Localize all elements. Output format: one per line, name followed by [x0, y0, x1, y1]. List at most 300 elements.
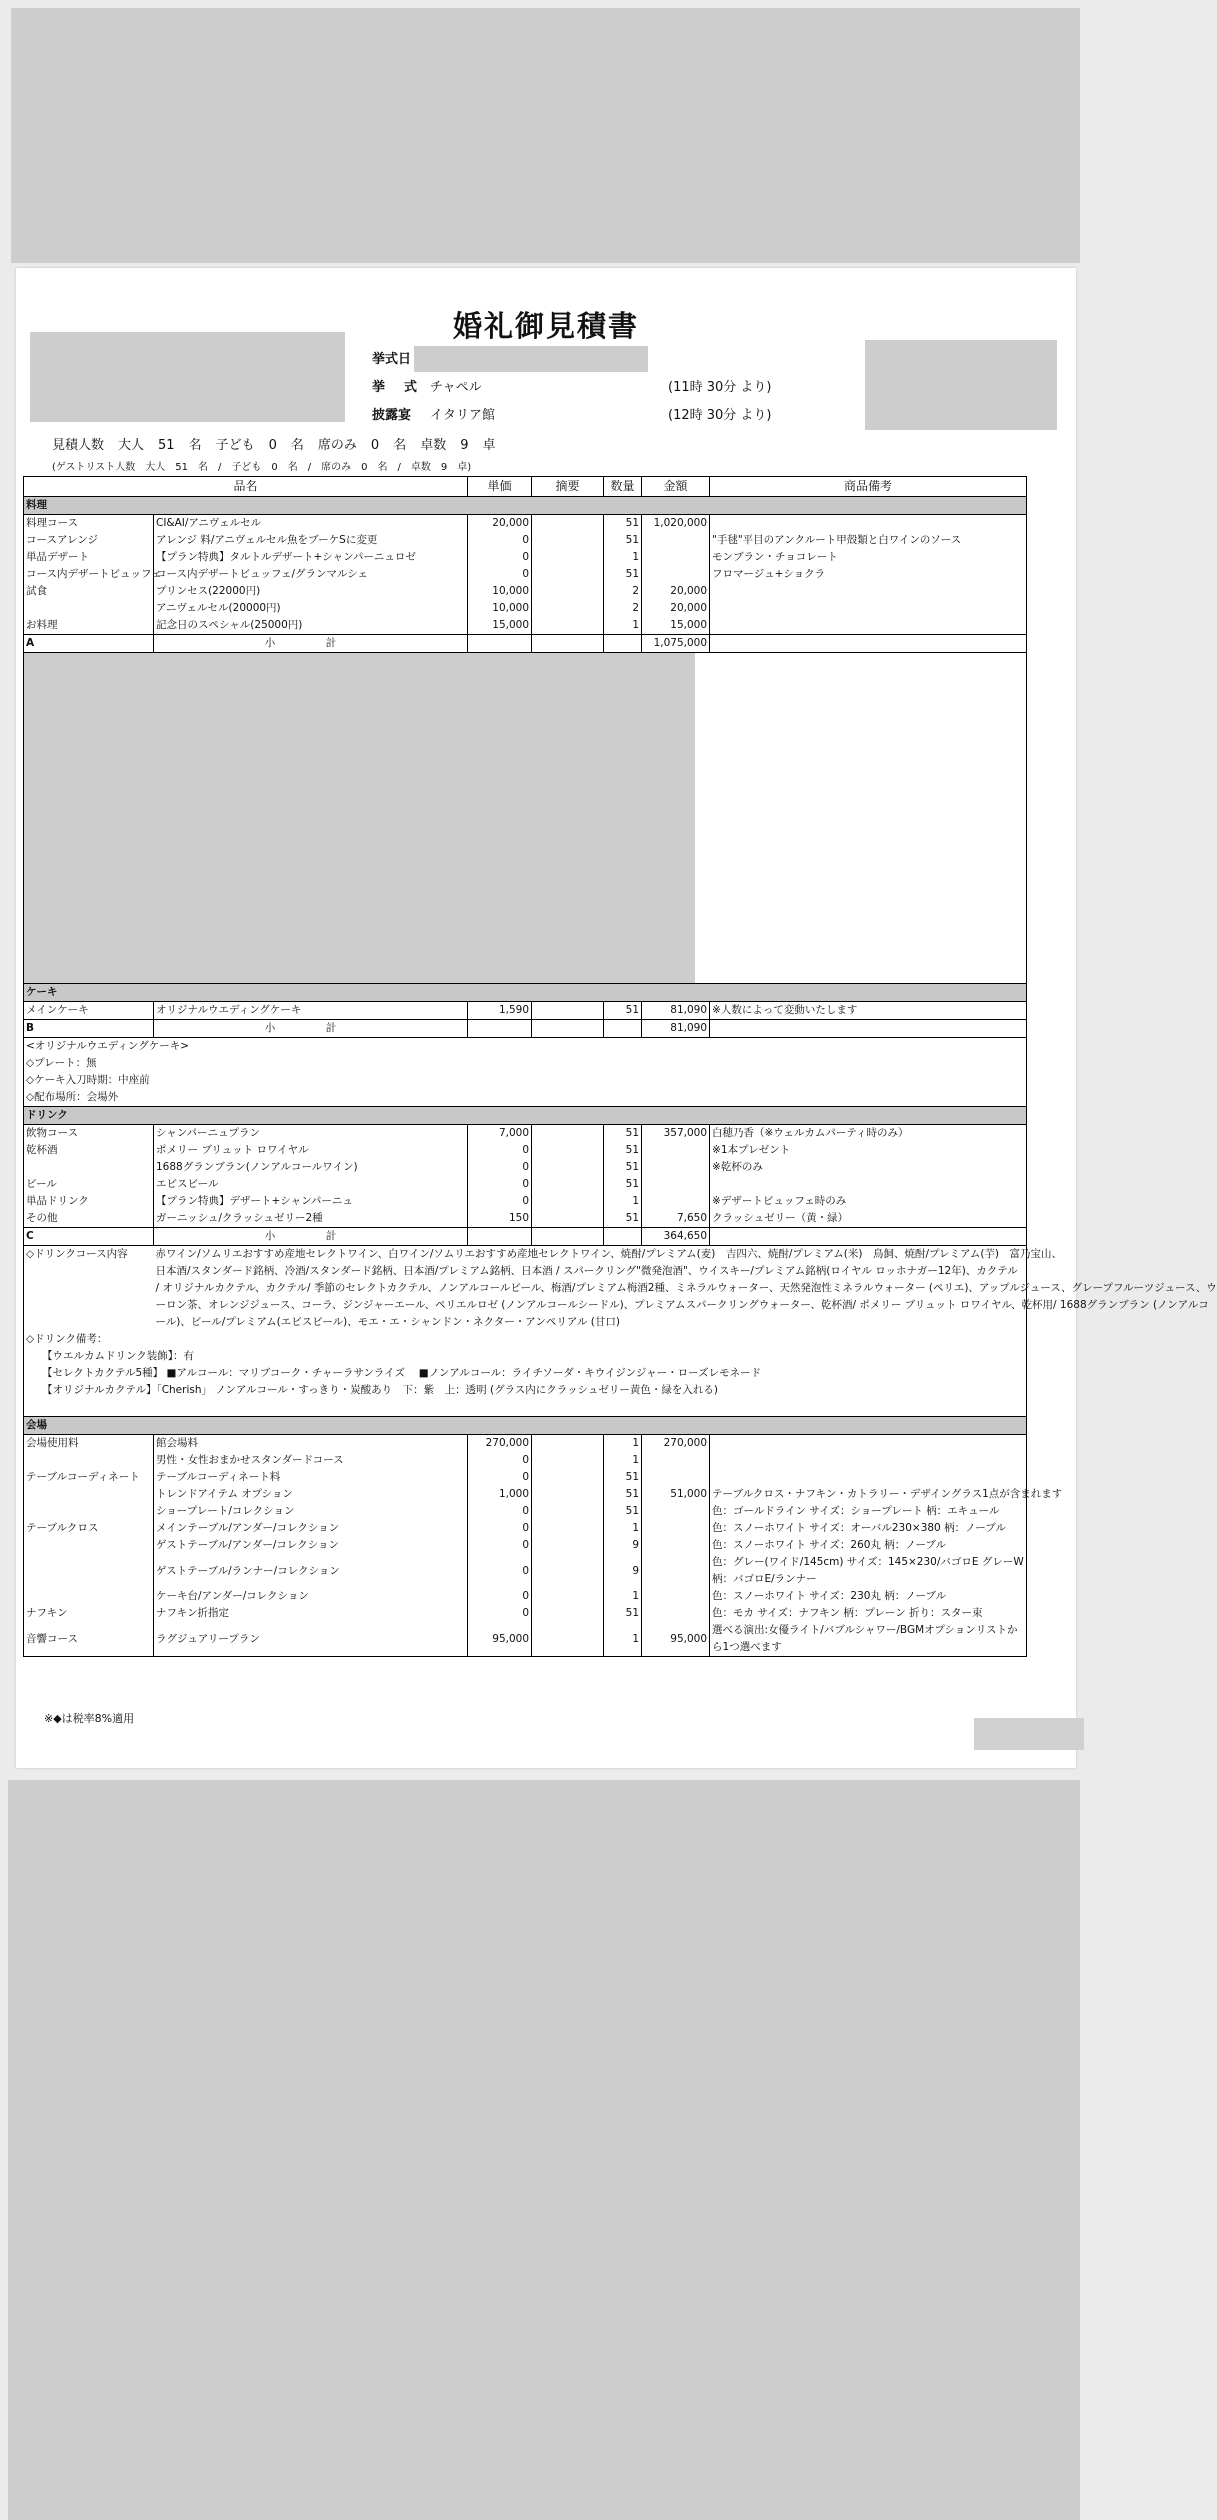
row-category — [24, 1486, 154, 1503]
row-product-note: 色：スノーホワイト サイズ：オーバル230×380 柄：ノーブル — [710, 1520, 1027, 1537]
row-remarks — [532, 549, 604, 566]
row-category: メインケーキ — [24, 1002, 154, 1020]
row-remarks — [532, 1125, 604, 1143]
row-unit-price: 0 — [468, 549, 532, 566]
row-amount — [642, 1159, 710, 1176]
estimate-table — [23, 476, 1217, 1657]
redacted-image-cell — [24, 653, 1027, 984]
row-quantity: 1 — [604, 1452, 642, 1469]
row-category: 単品デザート — [24, 549, 154, 566]
column-header: 金額 — [642, 477, 710, 497]
row-quantity: 51 — [604, 1125, 642, 1143]
table-row — [24, 1520, 1027, 1537]
row-category — [24, 1503, 154, 1520]
row-unit-price: 0 — [468, 1142, 532, 1159]
drink-detail-row — [24, 1263, 1027, 1280]
row-amount — [642, 1469, 710, 1486]
drink-note-row — [24, 1365, 1027, 1382]
row-category: ナフキン — [24, 1605, 154, 1622]
row-category — [24, 600, 154, 617]
row-amount — [642, 1142, 710, 1159]
row-item: シャンパーニュプラン — [154, 1125, 468, 1143]
row-quantity: 51 — [604, 1486, 642, 1503]
row-amount — [642, 1605, 710, 1622]
row-product-note: フロマージュ+ショクラ — [710, 566, 1027, 583]
table-row — [24, 1503, 1027, 1520]
row-category: その他 — [24, 1210, 154, 1228]
spacer-row — [24, 1399, 1027, 1417]
redacted-footer-area — [8, 1780, 1080, 2520]
row-quantity: 1 — [604, 1520, 642, 1537]
row-product-note: 色：スノーホワイト サイズ：230丸 柄：ノーブル — [710, 1588, 1027, 1605]
row-item: ポメリー ブリュット ロワイヤル — [154, 1142, 468, 1159]
redacted-image-row — [24, 653, 1027, 984]
row-product-note: "手毬"平目のアンクルート甲殻類と白ワインのソース — [710, 532, 1027, 549]
cake-note: ◇ケーキ入刀時期：中座前 — [24, 1072, 1027, 1089]
subtotal-code: A — [24, 635, 154, 653]
cake-note: ◇配布場所：会場外 — [24, 1089, 1027, 1107]
row-category — [24, 1554, 154, 1588]
section-title: ドリンク — [24, 1107, 1027, 1125]
drink-note: 【オリジナルカクテル】「Cherish」 ノンアルコール・すっきり・炭酸あり 下：紫 上：透明 (グラス内にクラッシュゼリー黄色・緑を入れる) — [24, 1382, 1027, 1399]
row-unit-price: 0 — [468, 1469, 532, 1486]
table-row — [24, 1622, 1027, 1657]
row-item: アニヴェルセル(20000円) — [154, 600, 468, 617]
row-unit-price: 7,000 — [468, 1125, 532, 1143]
subtotal-blank — [710, 1228, 1027, 1246]
row-item: エビスビール — [154, 1176, 468, 1193]
drink-detail-line: 日本酒/スタンダード銘柄、冷酒/スタンダード銘柄、日本酒/プレミアム銘柄、日本酒 / スパークリング"微発泡酒"、ウイスキー/プレミアム銘柄(ロイヤル ロッホナガー12年)、カクテル — [154, 1263, 1027, 1280]
row-product-note — [710, 617, 1027, 635]
row-item: ガーニッシュ/クラッシュゼリー2種 — [154, 1210, 468, 1228]
row-quantity: 9 — [604, 1537, 642, 1554]
row-item: プリンセス(22000円) — [154, 583, 468, 600]
row-unit-price: 0 — [468, 1605, 532, 1622]
row-amount: 15,000 — [642, 617, 710, 635]
drink-detail-line: / オリジナルカクテル、カクテル/ 季節のセレクトカクテル、ノンアルコールビール、梅酒/プレミアム梅酒2種、ミネラルウォーター、天然発泡性ミネラルウォーター (ペリエ)、アップルジュース、グレープフルーツジュース、ウ — [154, 1280, 1027, 1297]
row-unit-price: 15,000 — [468, 617, 532, 635]
row-category: 試食 — [24, 583, 154, 600]
guest-count-part: 名 — [188, 438, 202, 453]
row-item: オリジナルウエディングケーキ — [154, 1002, 468, 1020]
row-product-note: ※デザートビュッフェ時のみ — [710, 1193, 1027, 1210]
subtotal-blank — [532, 1020, 604, 1038]
row-remarks — [532, 566, 604, 583]
drink-note: 【ウエルカムドリンク装飾】：有 — [24, 1348, 1027, 1365]
row-unit-price: 0 — [468, 1452, 532, 1469]
row-unit-price: 0 — [468, 1537, 532, 1554]
row-remarks — [532, 1605, 604, 1622]
row-unit-price: 0 — [468, 1554, 532, 1588]
subtotal-blank — [468, 1020, 532, 1038]
row-remarks — [532, 1159, 604, 1176]
drink-detail-row — [24, 1280, 1027, 1297]
row-amount: 81,090 — [642, 1002, 710, 1020]
subtotal-blank — [710, 1020, 1027, 1038]
cake-note-row — [24, 1055, 1027, 1072]
row-category: 乾杯酒 — [24, 1142, 154, 1159]
table-row — [24, 617, 1027, 635]
row-remarks — [532, 515, 604, 533]
row-item: 【プラン特典】タルトルデザート+シャンパーニュロゼ — [154, 549, 468, 566]
row-amount: 95,000 — [642, 1622, 710, 1657]
drink-detail-spacer — [24, 1314, 154, 1331]
row-quantity: 51 — [604, 1002, 642, 1020]
row-amount: 51,000 — [642, 1486, 710, 1503]
drink-detail-spacer — [24, 1263, 154, 1280]
drink-note: 【セレクトカクテル5種】 ■アルコール：マリブコーク・チャーラサンライズ ■ノンアルコール：ライチソーダ・キウイジンジャー・ローズレモネード — [24, 1365, 1027, 1382]
row-category: 音響コース — [24, 1622, 154, 1657]
row-quantity: 1 — [604, 1622, 642, 1657]
row-product-note: クラッシュゼリー（黄・緑） — [710, 1210, 1027, 1228]
guest-list-line: (ゲストリスト人数 大人 51 名 / 子ども 0 名 / 席のみ 0 名 / 卓数 9 卓) — [52, 462, 472, 473]
reception-venue: イタリア館 — [430, 408, 496, 423]
subtotal-blank — [710, 635, 1027, 653]
redacted-venue-logo — [865, 340, 1057, 430]
table-row — [24, 1486, 1027, 1503]
drink-detail-label: ◇ドリンクコース内容 — [24, 1246, 154, 1264]
row-category: 会場使用料 — [24, 1435, 154, 1453]
row-amount — [642, 1588, 710, 1605]
row-remarks — [532, 600, 604, 617]
drink-detail-row — [24, 1246, 1027, 1264]
guest-count-part: 名 — [393, 438, 407, 453]
drink-note-label-row — [24, 1331, 1027, 1348]
row-item: アレンジ 料/アニヴェルセル魚をブーケSに変更 — [154, 532, 468, 549]
row-remarks — [532, 1554, 604, 1588]
table-row — [24, 600, 1027, 617]
table-row — [24, 1605, 1027, 1622]
row-unit-price: 10,000 — [468, 583, 532, 600]
row-item: 【プラン特典】デザート+シャンパーニュ — [154, 1193, 468, 1210]
row-category: コース内デザートビュッフェ — [24, 566, 154, 583]
row-product-note: 色：ゴールドライン サイズ：ショープレート 柄：エキュール — [710, 1503, 1027, 1520]
table-row — [24, 1537, 1027, 1554]
row-unit-price: 0 — [468, 1193, 532, 1210]
row-item: CI&AI/アニヴェルセル — [154, 515, 468, 533]
row-remarks — [532, 617, 604, 635]
date-label: 挙式日 — [372, 352, 412, 367]
subtotal-row — [24, 635, 1027, 653]
guest-count-line — [52, 434, 510, 453]
row-remarks — [532, 1210, 604, 1228]
subtotal-blank — [604, 635, 642, 653]
column-header: 商品備考 — [710, 477, 1027, 497]
row-product-note: モンブラン・チョコレート — [710, 549, 1027, 566]
row-amount — [642, 1503, 710, 1520]
table-row — [24, 1452, 1027, 1469]
redacted-footer-stamp — [974, 1718, 1084, 1750]
row-item: メインテーブル/アンダー/コレクション — [154, 1520, 468, 1537]
cake-note: <オリジナルウエディングケーキ> — [24, 1038, 1027, 1056]
row-product-note: テーブルクロス・ナフキン・カトラリー・デザイングラス1点が含まれます — [710, 1486, 1027, 1503]
redacted-image — [24, 653, 695, 983]
row-quantity: 1 — [604, 1193, 642, 1210]
row-item: ラグジュアリープラン — [154, 1622, 468, 1657]
row-amount — [642, 1520, 710, 1537]
row-item: 1688グランブラン(ノンアルコールワイン) — [154, 1159, 468, 1176]
row-item: ゲストテーブル/アンダー/コレクション — [154, 1537, 468, 1554]
row-amount: 1,020,000 — [642, 515, 710, 533]
row-remarks — [532, 1469, 604, 1486]
section-title: 会場 — [24, 1417, 1027, 1435]
row-quantity: 2 — [604, 583, 642, 600]
subtotal-row — [24, 1020, 1027, 1038]
subtotal-label: 小 計 — [154, 1020, 468, 1038]
redacted-couple-name — [30, 332, 345, 422]
guest-count-part: 51 — [158, 438, 175, 453]
drink-detail-spacer — [24, 1280, 154, 1297]
row-quantity: 1 — [604, 549, 642, 566]
guest-count-part: 大人 — [118, 438, 145, 453]
row-amount — [642, 1537, 710, 1554]
row-category: テーブルコーディネート — [24, 1469, 154, 1486]
row-product-note: 選べる演出:女優ライト/バブルシャワー/BGMオプションリストから1つ選べます — [710, 1622, 1027, 1657]
table-row — [24, 1210, 1027, 1228]
row-amount — [642, 532, 710, 549]
reception-time: (12時 30分 より) — [668, 408, 772, 423]
subtotal-blank — [468, 635, 532, 653]
cake-note-row — [24, 1089, 1027, 1107]
row-unit-price: 0 — [468, 1520, 532, 1537]
row-product-note: 色：モカ サイズ：ナフキン 柄：プレーン 折り：スター束 — [710, 1605, 1027, 1622]
row-unit-price: 0 — [468, 532, 532, 549]
guest-count-part: 見積人数 — [52, 438, 105, 453]
subtotal-blank — [532, 1228, 604, 1246]
row-unit-price: 10,000 — [468, 600, 532, 617]
row-amount: 357,000 — [642, 1125, 710, 1143]
row-amount — [642, 1193, 710, 1210]
row-item: コース内デザートビュッフェ/グランマルシェ — [154, 566, 468, 583]
row-product-note — [710, 583, 1027, 600]
table-row — [24, 1142, 1027, 1159]
row-unit-price: 150 — [468, 1210, 532, 1228]
row-amount: 20,000 — [642, 583, 710, 600]
guest-count-part: 子ども — [215, 438, 255, 453]
guest-count-part: 0 — [370, 438, 380, 453]
drink-detail-row — [24, 1314, 1027, 1331]
table-row — [24, 1159, 1027, 1176]
subtotal-blank — [604, 1228, 642, 1246]
row-category — [24, 1159, 154, 1176]
drink-detail-row — [24, 1297, 1027, 1314]
ceremony-label: 挙 式 — [372, 380, 421, 395]
subtotal-blank — [604, 1020, 642, 1038]
row-amount — [642, 1176, 710, 1193]
section-title: ケーキ — [24, 984, 1027, 1002]
row-product-note — [710, 1176, 1027, 1193]
row-quantity: 51 — [604, 532, 642, 549]
row-amount: 270,000 — [642, 1435, 710, 1453]
ceremony-time: (11時 30分 より) — [668, 380, 772, 395]
cake-note-row — [24, 1038, 1027, 1056]
guest-count-part: 席のみ — [317, 438, 357, 453]
drink-detail-line: 赤ワイン/ソムリエおすすめ産地セレクトワイン、白ワイン/ソムリエおすすめ産地セレクトワイン、焼酎/プレミアム(麦) 吉四六、焼酎/プレミアム(米) 鳥飼、焼酎/プレミアム(芋) 富乃宝山、 — [154, 1246, 1027, 1264]
row-remarks — [532, 1176, 604, 1193]
section-header-row — [24, 497, 1027, 515]
row-product-note — [710, 600, 1027, 617]
cake-note-row — [24, 1072, 1027, 1089]
section-title: 料理 — [24, 497, 1027, 515]
subtotal-amount: 364,650 — [642, 1228, 710, 1246]
row-product-note — [710, 515, 1027, 533]
column-header: 品名 — [24, 477, 468, 497]
subtotal-amount: 81,090 — [642, 1020, 710, 1038]
row-category — [24, 1452, 154, 1469]
row-amount — [642, 1452, 710, 1469]
row-amount — [642, 549, 710, 566]
row-quantity: 1 — [604, 1435, 642, 1453]
subtotal-blank — [532, 635, 604, 653]
ceremony-venue: チャペル — [430, 380, 482, 395]
drink-detail-line: ーロン茶、オレンジジュース、コーラ、ジンジャーエール、ペリエルロゼ (ノンアルコールシードル)、プレミアムスパークリングウォーター、乾杯酒/ ポメリー ブリュット ロワイヤル、乾杯用/ 1688グランブラン (ノンアルコ — [154, 1297, 1027, 1314]
drink-note-label: ◇ドリンク備考： — [24, 1331, 1027, 1348]
subtotal-code: B — [24, 1020, 154, 1038]
row-category: 飲物コース — [24, 1125, 154, 1143]
row-product-note — [710, 1469, 1027, 1486]
table-row — [24, 532, 1027, 549]
guest-count-part: 0 — [268, 438, 277, 453]
table-row — [24, 1554, 1027, 1588]
row-remarks — [532, 1435, 604, 1453]
subtotal-label: 小 計 — [154, 1228, 468, 1246]
row-product-note: 色：グレー(ワイド/145cm) サイズ：145×230/バゴロE グレーW 柄：バゴロE/ランナー — [710, 1554, 1027, 1588]
spacer-cell — [24, 1399, 1027, 1417]
column-header: 単価 — [468, 477, 532, 497]
table-row — [24, 583, 1027, 600]
row-unit-price: 0 — [468, 1588, 532, 1605]
row-category — [24, 1537, 154, 1554]
row-amount: 7,650 — [642, 1210, 710, 1228]
table-row — [24, 1435, 1027, 1453]
cake-note: ◇プレート：無 — [24, 1055, 1027, 1072]
row-quantity: 51 — [604, 1469, 642, 1486]
row-category — [24, 1588, 154, 1605]
row-amount — [642, 566, 710, 583]
table-row — [24, 1176, 1027, 1193]
row-quantity: 2 — [604, 600, 642, 617]
table-row — [24, 566, 1027, 583]
row-remarks — [532, 1622, 604, 1657]
row-remarks — [532, 1486, 604, 1503]
row-item: ナフキン折指定 — [154, 1605, 468, 1622]
redacted-date — [414, 346, 648, 372]
row-quantity: 1 — [604, 1588, 642, 1605]
drink-detail-line: ール)、ビール/プレミアム(エビスビール)、モエ・エ・シャンドン・ネクター・アンペリアル (甘口) — [154, 1314, 1027, 1331]
document-title: 婚礼御見積書 — [452, 309, 639, 343]
row-product-note: ※人数によって変動いたします — [710, 1002, 1027, 1020]
row-quantity: 51 — [604, 1142, 642, 1159]
subtotal-blank — [468, 1228, 532, 1246]
row-product-note — [710, 1435, 1027, 1453]
drink-note-row — [24, 1348, 1027, 1365]
table-row — [24, 549, 1027, 566]
row-remarks — [532, 1520, 604, 1537]
row-quantity: 51 — [604, 1605, 642, 1622]
row-item: トレンドアイテム オプション — [154, 1486, 468, 1503]
section-header-row — [24, 1107, 1027, 1125]
row-category: ビール — [24, 1176, 154, 1193]
row-unit-price: 0 — [468, 1176, 532, 1193]
section-header-row — [24, 984, 1027, 1002]
row-unit-price: 95,000 — [468, 1622, 532, 1657]
row-category: 料理コース — [24, 515, 154, 533]
row-remarks — [532, 1142, 604, 1159]
table-row — [24, 1125, 1027, 1143]
row-product-note: ※乾杯のみ — [710, 1159, 1027, 1176]
redacted-header-area — [11, 8, 1080, 263]
row-item: 男性・女性おまかせスタンダードコース — [154, 1452, 468, 1469]
subtotal-amount: 1,075,000 — [642, 635, 710, 653]
row-unit-price: 0 — [468, 1159, 532, 1176]
subtotal-label: 小 計 — [154, 635, 468, 653]
drink-detail-spacer — [24, 1297, 154, 1314]
row-quantity: 51 — [604, 1159, 642, 1176]
row-product-note: 色：スノーホワイト サイズ：260丸 柄：ノーブル — [710, 1537, 1027, 1554]
row-quantity: 51 — [604, 515, 642, 533]
row-remarks — [532, 1452, 604, 1469]
row-remarks — [532, 1002, 604, 1020]
row-remarks — [532, 1537, 604, 1554]
row-unit-price: 270,000 — [468, 1435, 532, 1453]
row-unit-price: 0 — [468, 1503, 532, 1520]
row-quantity: 51 — [604, 1210, 642, 1228]
guest-count-part: 9 — [460, 438, 469, 453]
row-remarks — [532, 1193, 604, 1210]
table-row — [24, 1002, 1027, 1020]
row-unit-price: 1,000 — [468, 1486, 532, 1503]
table-row — [24, 1588, 1027, 1605]
row-remarks — [532, 1588, 604, 1605]
row-unit-price: 1,590 — [468, 1002, 532, 1020]
column-header: 摘要 — [532, 477, 604, 497]
row-amount — [642, 1554, 710, 1588]
table-row — [24, 515, 1027, 533]
row-unit-price: 0 — [468, 566, 532, 583]
row-quantity: 51 — [604, 566, 642, 583]
table-row — [24, 1193, 1027, 1210]
row-quantity: 51 — [604, 1503, 642, 1520]
subtotal-code: C — [24, 1228, 154, 1246]
drink-note-row — [24, 1382, 1027, 1399]
row-remarks — [532, 1503, 604, 1520]
row-product-note — [710, 1452, 1027, 1469]
table-row — [24, 1469, 1027, 1486]
row-item: 館会場料 — [154, 1435, 468, 1453]
row-quantity: 1 — [604, 617, 642, 635]
row-unit-price: 20,000 — [468, 515, 532, 533]
row-item: 記念日のスペシャル(25000円) — [154, 617, 468, 635]
guest-count-part: 卓 — [482, 438, 496, 453]
row-category: お料理 — [24, 617, 154, 635]
row-amount: 20,000 — [642, 600, 710, 617]
guest-count-part: 卓数 — [420, 438, 447, 453]
row-product-note: 白穂乃香（※ウェルカムパーティ時のみ） — [710, 1125, 1027, 1143]
row-quantity: 51 — [604, 1176, 642, 1193]
row-product-note: ※1本プレゼント — [710, 1142, 1027, 1159]
guest-count-part: 名 — [290, 438, 304, 453]
row-quantity: 9 — [604, 1554, 642, 1588]
tax-note: ※◆は税率8%適用 — [44, 1712, 135, 1725]
section-header-row — [24, 1417, 1027, 1435]
row-item: ゲストテーブル/ランナー/コレクション — [154, 1554, 468, 1588]
row-remarks — [532, 583, 604, 600]
row-item: ショープレート/コレクション — [154, 1503, 468, 1520]
row-category: コースアレンジ — [24, 532, 154, 549]
subtotal-row — [24, 1228, 1027, 1246]
reception-label: 披露宴 — [372, 408, 412, 423]
table-header — [24, 477, 1027, 497]
